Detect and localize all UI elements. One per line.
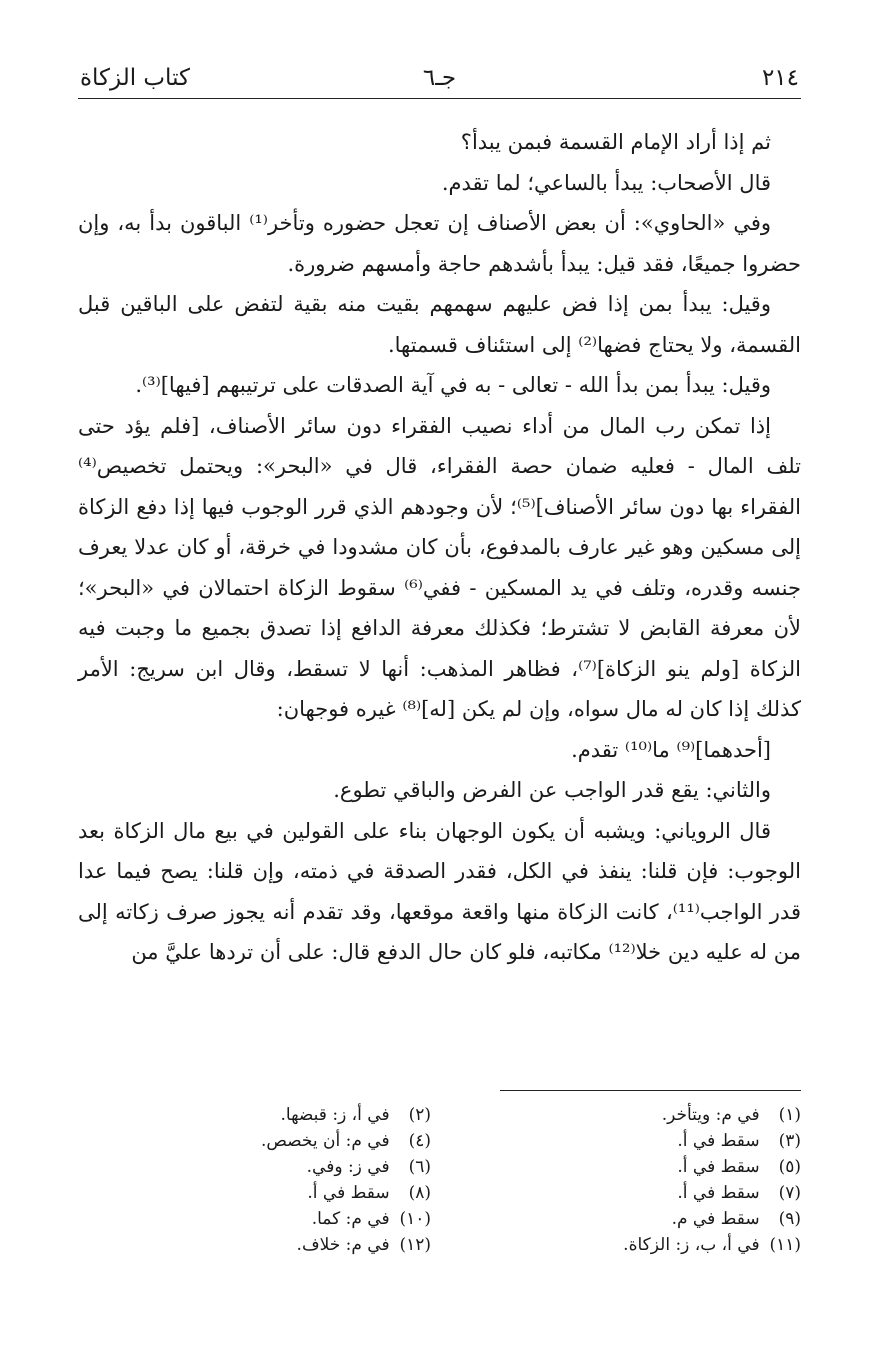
footnote-number: (٧)	[778, 1183, 801, 1203]
footnote	[431, 1102, 801, 1128]
footnote	[71, 1180, 431, 1206]
paragraph: [أحدهما]⁽⁹⁾ ما⁽¹⁰⁾ تقدم.	[571, 737, 771, 762]
main-text	[78, 122, 801, 973]
footnote-text: في م: أن يخصص.	[260, 1131, 390, 1151]
footnote-number: (١٠)	[399, 1209, 431, 1229]
footnote-number: (٩)	[778, 1209, 801, 1229]
footnotes	[71, 1102, 801, 1258]
footnote-number: (٨)	[408, 1183, 431, 1203]
running-header	[78, 62, 801, 99]
footnote	[431, 1180, 801, 1206]
footnote-text: سقط في أ.	[677, 1183, 760, 1203]
paragraph: وقيل: يبدأ بمن بدأ الله - تعالى - به في آية الصدقات على ترتيبهم [فيها]⁽³⁾.	[135, 373, 771, 397]
volume-label: جـ٦	[422, 65, 457, 91]
paragraph: قال الأصحاب: يبدأ بالساعي؛ لما تقدم.	[441, 170, 771, 195]
paragraph: والثاني: يقع قدر الواجب عن الفرض والباقي تطوع.	[333, 778, 771, 802]
footnote-text: في أ، ب، ز: الزكاة.	[623, 1235, 760, 1255]
footnote	[71, 1128, 431, 1154]
footnote-number: (١١)	[769, 1235, 801, 1255]
paragraph: وقيل: يبدأ بمن إذا فض عليهم سهمهم بقيت منه بقية لتفض على الباقين قبل القسمة، ولا يحتاج فضها⁽²⁾ إلى استئناف قسمتها.	[78, 292, 801, 357]
footnote-text: سقط في م.	[671, 1209, 760, 1229]
paragraph: إذا تمكن رب المال من أداء نصيب الفقراء دون سائر الأصناف، [فلم يؤد حتى تلف المال - فعليه ضمان حصة الفقراء، قال في «البحر»: ويحتمل تخصيص⁽⁴⁾ الفقراء بها دون سائر الأصناف]⁽⁵⁾؛ لأن وجودهم الذي قرر الوجوب فيها إذا دفع الزكاة إلى مسكين وهو غير عارف بالمدفوع، بأن كان مشدودا في خرقة، أو كان عدلا يعرف جنسه وقدره، وتلف في يد المسكين - ففي⁽⁶⁾ سقوط الزكاة احتمالان في «البحر»؛ لأن معرفة القابض لا تشترط؛ فكذلك معرفة الدافع إذا تصدق بجميع ما وجبت فيه الزكاة [ولم ينو الزكاة]⁽⁷⁾، فظاهر المذهب: أنها لا تسقط، وقال ابن سريج: الأمر كذلك إذا كان له مال سواه، وإن لم يكن [له]⁽⁸⁾ غيره فوجهان:	[78, 413, 801, 721]
footnote-number: (١)	[778, 1105, 801, 1125]
footnote	[431, 1154, 801, 1180]
book-title: كتاب الزكاة	[80, 65, 190, 91]
footnote-text: سقط في أ.	[677, 1131, 760, 1151]
footnote-number: (٤)	[408, 1131, 431, 1151]
footnote-number: (٦)	[408, 1157, 431, 1177]
footnote	[71, 1154, 431, 1180]
footnote-text: سقط في أ.	[307, 1183, 390, 1203]
footnote	[71, 1102, 431, 1128]
paragraph: وفي «الحاوي»: أن بعض الأصناف إن تعجل حضوره وتأخر⁽¹⁾ الباقون بدأ به، وإن حضروا جميعًا، فقد قيل: يبدأ بأشدهم حاجة وأمسهم ضرورة.	[78, 211, 801, 276]
footnote-number: (١٢)	[399, 1235, 431, 1255]
footnote	[431, 1206, 801, 1232]
footnote-text: في م: خلاف.	[296, 1235, 390, 1255]
footnote	[431, 1128, 801, 1154]
footnote	[431, 1232, 801, 1258]
footnote-number: (٥)	[778, 1157, 801, 1177]
footnote-text: سقط في أ.	[677, 1157, 760, 1177]
footnote-number: (٢)	[408, 1105, 431, 1125]
footnote-text: في م: ويتأخر.	[661, 1105, 760, 1125]
footnote-text: في أ، ز: قبضها.	[280, 1105, 390, 1125]
page-number: ٢١٤	[761, 65, 799, 91]
footnote	[71, 1206, 431, 1232]
footnote-text: في ز: وفي.	[306, 1157, 390, 1177]
footnote-number: (٣)	[778, 1131, 801, 1151]
paragraph: ثم إذا أراد الإمام القسمة فبمن يبدأ؟	[460, 130, 771, 154]
paragraph: قال الروياني: ويشبه أن يكون الوجهان بناء على القولين في بيع مال الزكاة بعد الوجوب: فإن قلنا: ينفذ في الكل، فقدر الصدقة في ذمته، وإن قلنا: يصح فيما عدا قدر الواجب⁽¹¹⁾، كانت الزكاة منها واقعة موقعها، وقد تقدم أنه يجوز صرف زكاته إلى من له عليه دين خلا⁽¹²⁾ مكاتبه، فلو كان حال الدفع قال: على أن تردها عليَّ من	[78, 818, 801, 964]
footnote-divider	[500, 1090, 801, 1091]
footnote-text: في م: كما.	[311, 1209, 390, 1229]
footnote	[71, 1232, 431, 1258]
